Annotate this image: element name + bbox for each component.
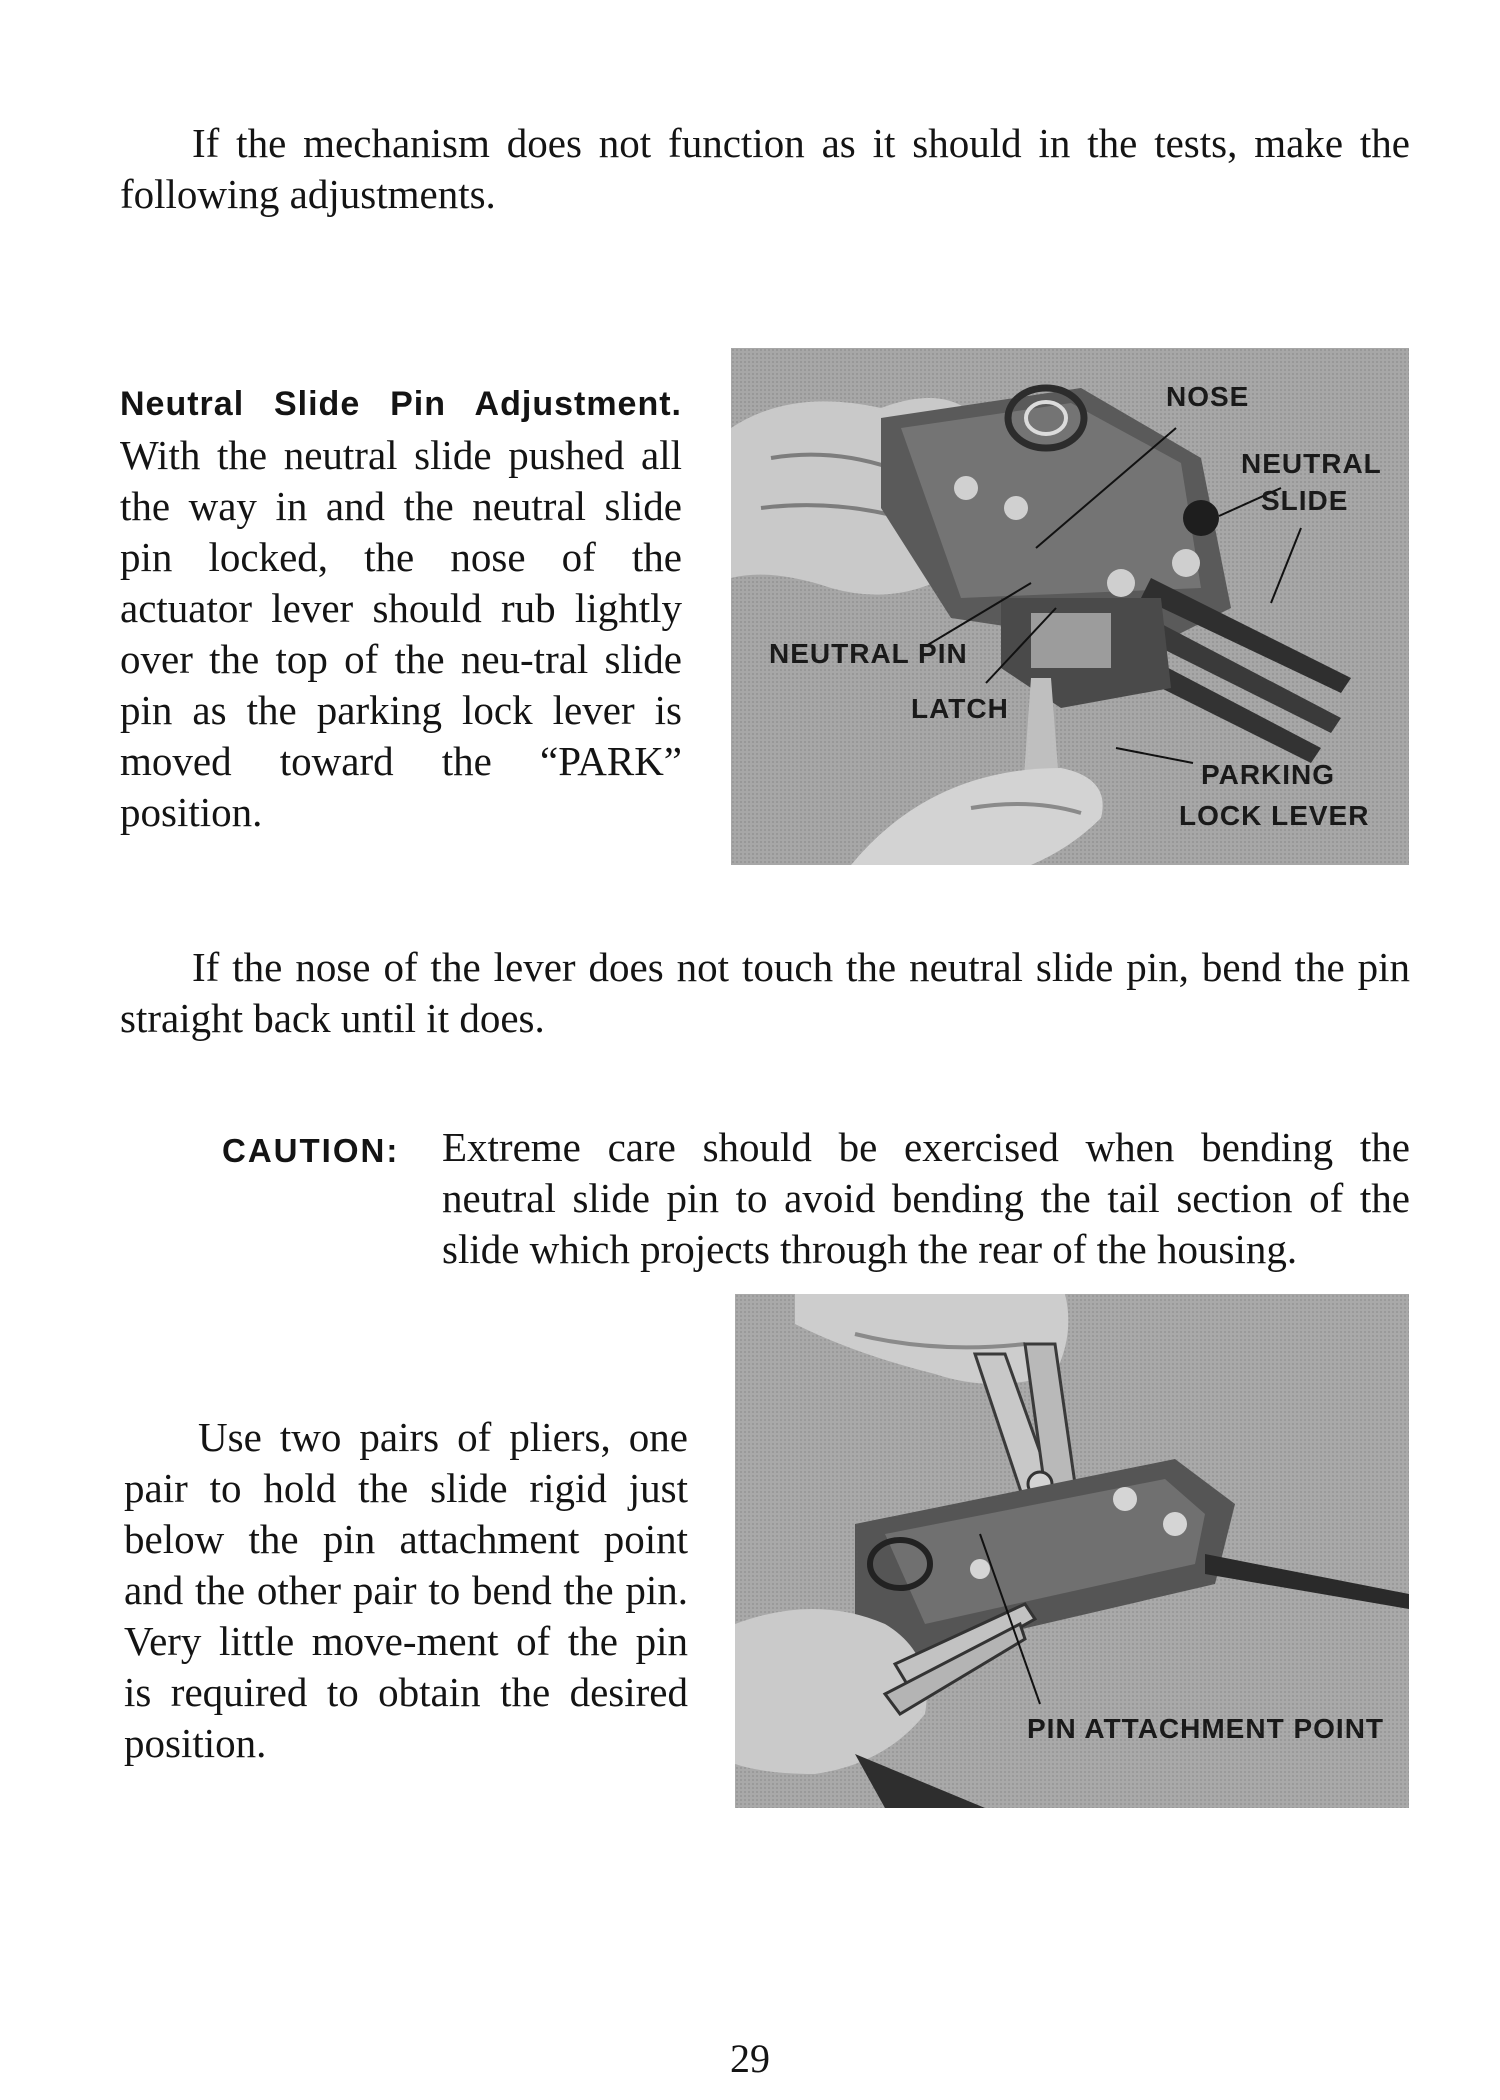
callout-parking-2: LOCK LEVER <box>1179 800 1370 831</box>
intro-text: If the mechanism does not function as it should in the tests, make the following adjustments. <box>120 120 1410 217</box>
callout-nose: NOSE <box>1166 381 1250 412</box>
callout-neutral-pin: NEUTRAL PIN <box>769 638 968 669</box>
bend-instruction-text: If the nose of the lever does not touch the neutral slide pin, bend the pin straight back until it does. <box>120 944 1410 1041</box>
neutral-slide-illustration <box>731 348 1409 865</box>
pliers-text: Use two pairs of pliers, one pair to hold the slide rigid just below the pin attachment point and the other pair to bend the pin. Very little move-ment of the pin is required to obtain the desired position. <box>124 1414 688 1766</box>
neutral-slide-photo <box>731 348 1409 865</box>
intro-paragraph <box>120 118 1410 220</box>
pliers-illustration <box>735 1294 1409 1808</box>
callout-neutral-slide-1: NEUTRAL <box>1241 448 1382 479</box>
section-heading: Neutral Slide Pin Adjustment. <box>120 385 682 423</box>
bend-instruction-paragraph <box>120 942 1410 1044</box>
callout-latch: LATCH <box>911 693 1009 724</box>
neutral-slide-pin-paragraph <box>120 376 682 838</box>
callout-pin-attachment-point: PIN ATTACHMENT POINT <box>1027 1713 1385 1744</box>
callout-parking-1: PARKING <box>1201 759 1336 790</box>
pliers-paragraph <box>124 1412 688 1769</box>
caution-label: CAUTION: <box>222 1132 400 1169</box>
section-body: With the neutral slide pushed all the way in and the neutral slide pin locked, the nose of the actuator lever should rub lightly over the top of the neu-tral slide pin as the parking lock lever is moved toward the “PARK” position. <box>120 432 682 835</box>
page-number: 29 <box>730 2036 770 2081</box>
pliers-photo <box>735 1294 1409 1808</box>
callout-neutral-slide-2: SLIDE <box>1261 485 1349 516</box>
caution-text: Extreme care should be exercised when bending the neutral slide pin to avoid bending the tail section of the slide which projects through the rear of the housing. <box>442 1124 1410 1272</box>
